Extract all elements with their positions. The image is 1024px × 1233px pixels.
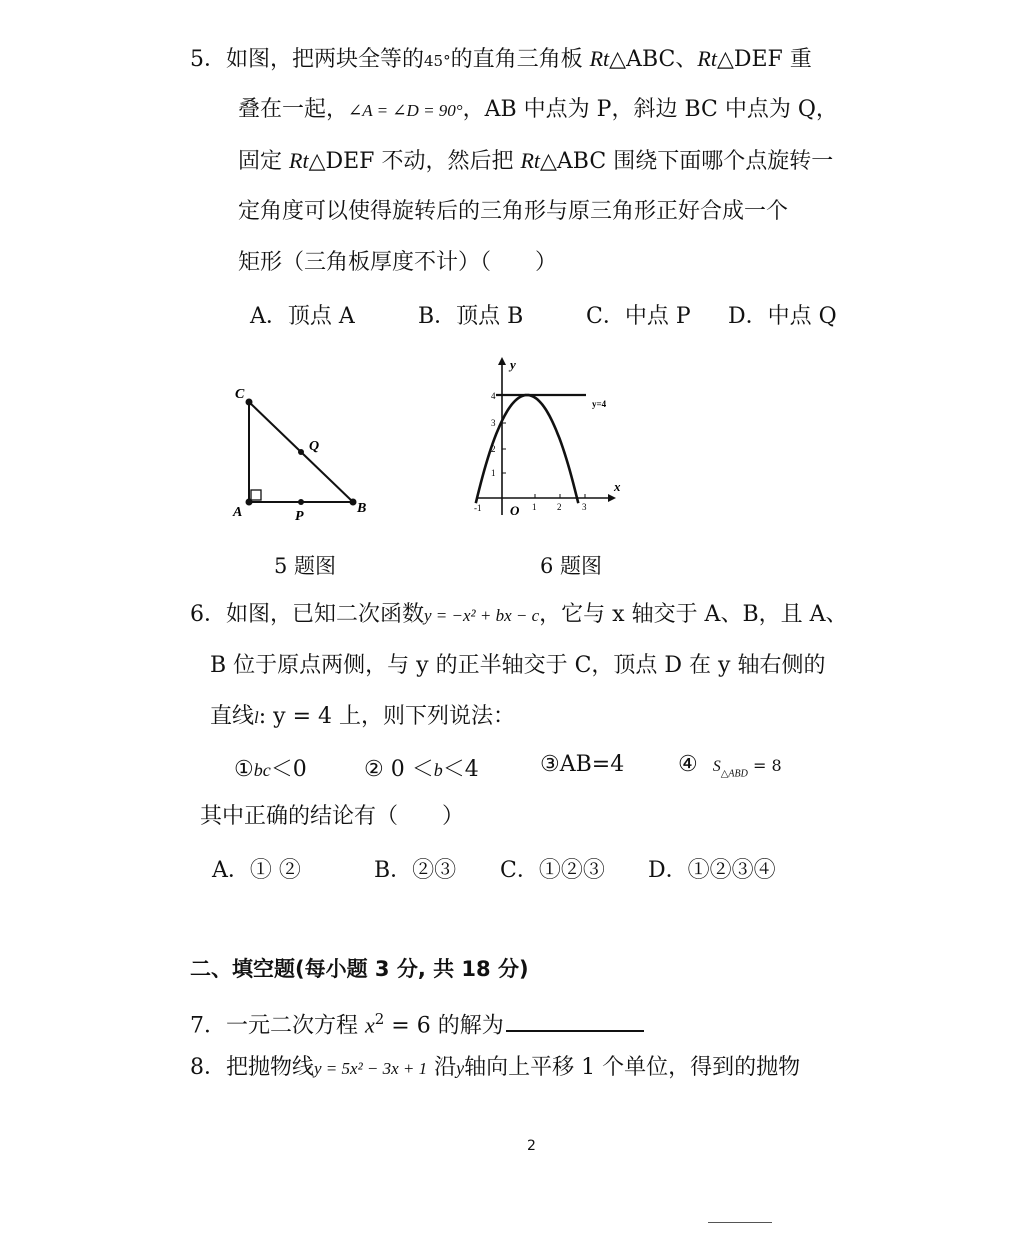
x-axis-label: x [614, 479, 621, 494]
q5-line-4: 定角度可以使得旋转后的三角形与原三角形正好合成一个 [238, 199, 789, 224]
q5-text: △DEF 重 [716, 47, 812, 72]
statement-math: S [712, 758, 721, 775]
x-axis-arrow-icon [608, 494, 616, 502]
q6-question: 其中正确的结论有（ ） [200, 804, 465, 829]
x-tick-label-3: 3 [582, 502, 587, 512]
x-tick-label-neg1: -1 [474, 503, 482, 513]
q5-text: 固定 [238, 149, 289, 174]
quadratic-function: y = −x² + bx − c [424, 606, 540, 625]
q6-text: ，它与 x 轴交于 A、B，且 A、 [539, 602, 848, 627]
right-angle-mark [251, 490, 261, 500]
q5-line-2 [238, 95, 838, 126]
q6-statement-2 [364, 752, 479, 783]
rt-symbol: Rt [289, 148, 309, 173]
line-label: y=4 [592, 399, 607, 409]
q6-statement-1 [234, 752, 307, 783]
label-p: P [295, 509, 304, 524]
q6-text: 直线 [210, 704, 255, 729]
statement-math: b [433, 760, 443, 780]
statement-number: ① [234, 757, 254, 782]
y-tick-label-2: 2 [491, 444, 496, 454]
q8-text: 轴向上平移 1 个单位，得到的抛物 [464, 1055, 801, 1080]
figure-5-triangle [225, 380, 385, 530]
statement-subscript: △ABD [720, 768, 748, 780]
point-b [350, 499, 357, 506]
q6-line-1 [190, 600, 848, 631]
q5-line-1 [190, 44, 812, 76]
q7-text: 7．一元二次方程 [190, 1013, 365, 1039]
section-2-title: 二、填空题(每小题 3 分, 共 18 分) [190, 957, 529, 981]
rt-symbol: Rt [520, 148, 540, 173]
q5-line-5: 矩形（三角板厚度不计）（ ） [238, 250, 558, 275]
origin-label: O [510, 503, 520, 518]
q6-line-2: B 位于原点两侧，与 y 的正半轴交于 C，顶点 D 在 y 轴右侧的 [210, 653, 826, 678]
q5-text: 5．如图，把两块全等的 [190, 47, 424, 72]
rt-symbol: Rt [697, 46, 717, 71]
figure-5-caption: 5 题图 [274, 554, 337, 578]
q5-text: 的直角三角板 [450, 47, 590, 72]
q6-option-d: D．①②③④ [648, 858, 776, 883]
q5-text: △DEF 不动，然后把 [308, 149, 521, 174]
parabola-equation: y = 5x² − 3x + 1 [314, 1059, 428, 1078]
y-tick-label-3: 3 [491, 418, 496, 428]
statement-text: 0 ＜ [383, 757, 434, 782]
y-tick-label-1: 1 [491, 468, 496, 478]
q8-text: 8．把抛物线 [190, 1055, 314, 1080]
x-tick-label-1: 1 [532, 502, 537, 512]
q7-variable: x [365, 1012, 375, 1038]
figure-6-caption: 6 题图 [540, 554, 603, 578]
statement-number: ② [364, 757, 384, 782]
statement-number: ④ [678, 752, 698, 777]
y-tick-label-4: 4 [491, 391, 496, 401]
statement-text: ＜4 [442, 757, 479, 782]
point-a [246, 499, 253, 506]
label-c: C [235, 387, 245, 402]
q6-text: : y = 4 上，则下列说法： [258, 704, 515, 729]
rt-symbol: Rt [589, 46, 610, 71]
y-axis-label: y [510, 357, 516, 372]
q7-line [190, 1004, 644, 1041]
label-a: A [233, 505, 243, 520]
label-b: B [357, 501, 367, 516]
angle-equation: ∠A = ∠D = 90° [348, 101, 463, 120]
line-l-symbol: l [254, 708, 259, 727]
q6-option-a: A．① ② [212, 858, 301, 883]
point-q [298, 449, 304, 455]
q7-text: = 6 的解为 [384, 1013, 504, 1039]
q8-line [190, 1053, 800, 1084]
q5-option-d: D．中点 Q [728, 304, 837, 329]
q6-text: 6．如图，已知二次函数 [190, 602, 424, 627]
q5-option-b: B．顶点 B [418, 304, 524, 329]
q8-axis-variable: y [456, 1058, 465, 1078]
q5-text: △ABC、 [609, 47, 698, 72]
q6-statement-3: ③AB=4 [540, 752, 625, 777]
q7-exponent: 2 [374, 1010, 385, 1028]
q5-option-a: A．顶点 A [250, 304, 355, 329]
q8-text: 沿 [427, 1055, 457, 1080]
point-c [246, 399, 253, 406]
page-number: 2 [527, 1138, 536, 1154]
x-tick-label-2: 2 [557, 502, 562, 512]
label-q: Q [309, 439, 320, 454]
q6-option-b: B．②③ [374, 858, 457, 883]
q5-text: △ABC 围绕下面哪个点旋转一 [540, 149, 834, 174]
q6-line-3 [210, 702, 515, 733]
answer-blank[interactable] [506, 1008, 644, 1032]
q6-statement-4 [678, 752, 782, 779]
figure-6-parabola [470, 355, 640, 530]
statement-text: ＜0 [270, 757, 307, 782]
q5-line-3 [238, 146, 833, 177]
q5-text: 叠在一起， [238, 97, 349, 122]
point-p [298, 499, 304, 505]
q5-option-c: C．中点 P [586, 304, 691, 329]
statement-text: = 8 [747, 756, 782, 775]
footer-mark [708, 1222, 772, 1233]
statement-math: bc [253, 760, 271, 780]
degree-value: 45° [424, 52, 451, 70]
q5-text: ，AB 中点为 P，斜边 BC 中点为 Q， [462, 97, 838, 122]
q6-option-c: C．①②③ [500, 858, 605, 883]
y-axis-arrow-icon [498, 357, 506, 365]
